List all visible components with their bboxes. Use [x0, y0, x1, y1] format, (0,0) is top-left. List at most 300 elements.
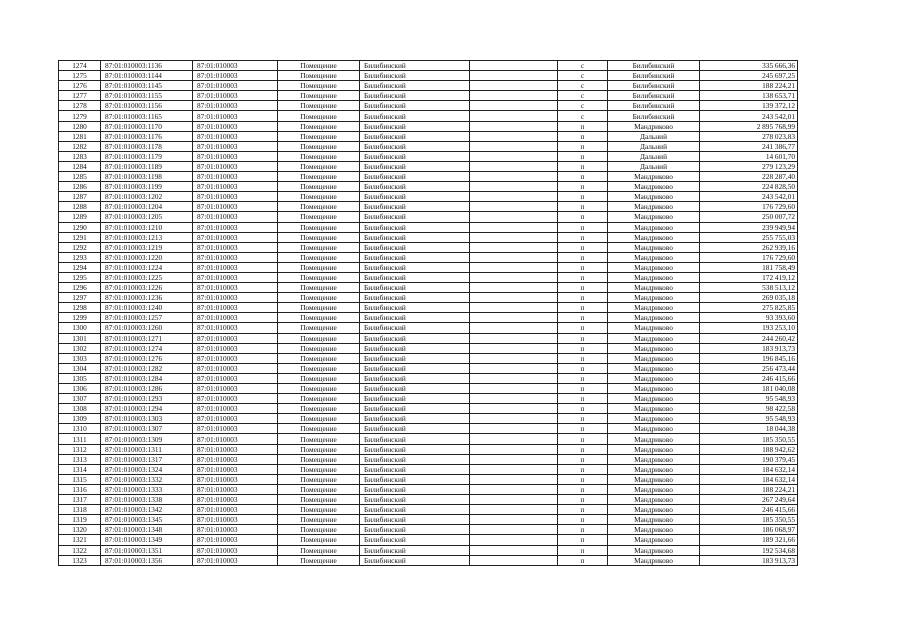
settlement-cell: Билибинский	[608, 101, 700, 111]
table-row	[59, 252, 798, 262]
settlement-type-cell: п	[558, 242, 608, 252]
cadastral-number-cell: 87:01:010003:1176	[101, 131, 193, 141]
row-number-cell: 1287	[59, 192, 101, 202]
settlement-type-cell: п	[558, 121, 608, 131]
object-type-cell: Помещение	[278, 535, 360, 545]
district-cell: Билибинский	[360, 303, 470, 313]
object-type-cell: Помещение	[278, 373, 360, 383]
cadastral-value-cell: 246 415,66	[700, 505, 798, 515]
object-type-cell: Помещение	[278, 182, 360, 192]
cadastral-number-cell: 87:01:010003:1165	[101, 111, 193, 121]
object-type-cell: Помещение	[278, 343, 360, 353]
table-row	[59, 202, 798, 212]
table-row	[59, 444, 798, 454]
table-row	[59, 363, 798, 373]
cadastral-value-cell: 262 939,16	[700, 242, 798, 252]
settlement-type-cell: п	[558, 474, 608, 484]
settlement-type-cell: п	[558, 303, 608, 313]
address-cell	[470, 313, 558, 323]
table-row	[59, 101, 798, 111]
cadastral-number-cell: 87:01:010003:1220	[101, 252, 193, 262]
cadastral-value-cell: 95 548,93	[700, 414, 798, 424]
cadastral-quarter-cell: 87:01:010003	[193, 313, 278, 323]
address-cell	[470, 131, 558, 141]
row-number-cell: 1281	[59, 131, 101, 141]
settlement-type-cell: п	[558, 172, 608, 182]
cadastral-quarter-cell: 87:01:010003	[193, 151, 278, 161]
settlement-cell: Мандриково	[608, 484, 700, 494]
row-number-cell: 1288	[59, 202, 101, 212]
district-cell: Билибинский	[360, 212, 470, 222]
cadastral-value-cell: 193 253,10	[700, 323, 798, 333]
settlement-type-cell: п	[558, 505, 608, 515]
object-type-cell: Помещение	[278, 384, 360, 394]
table-row	[59, 121, 798, 131]
cadastral-value-cell: 269 035,18	[700, 293, 798, 303]
settlement-cell: Мандриково	[608, 535, 700, 545]
settlement-cell: Дальний	[608, 151, 700, 161]
address-cell	[470, 384, 558, 394]
settlement-cell: Мандриково	[608, 232, 700, 242]
cadastral-value-cell: 188 224,21	[700, 81, 798, 91]
address-cell	[470, 121, 558, 131]
cadastral-quarter-cell: 87:01:010003	[193, 424, 278, 434]
row-number-cell: 1286	[59, 182, 101, 192]
cadastral-number-cell: 87:01:010003:1309	[101, 434, 193, 444]
row-number-cell: 1321	[59, 535, 101, 545]
address-cell	[470, 545, 558, 555]
district-cell: Билибинский	[360, 333, 470, 343]
cadastral-quarter-cell: 87:01:010003	[193, 272, 278, 282]
address-cell	[470, 71, 558, 81]
cadastral-quarter-cell: 87:01:010003	[193, 91, 278, 101]
cadastral-number-cell: 87:01:010003:1199	[101, 182, 193, 192]
district-cell: Билибинский	[360, 464, 470, 474]
settlement-type-cell: п	[558, 293, 608, 303]
cadastral-number-cell: 87:01:010003:1333	[101, 484, 193, 494]
address-cell	[470, 242, 558, 252]
settlement-type-cell: п	[558, 182, 608, 192]
district-cell: Билибинский	[360, 454, 470, 464]
cadastral-quarter-cell: 87:01:010003	[193, 484, 278, 494]
settlement-type-cell: п	[558, 232, 608, 242]
table-row	[59, 313, 798, 323]
object-type-cell: Помещение	[278, 71, 360, 81]
district-cell: Билибинский	[360, 272, 470, 282]
cadastral-number-cell: 87:01:010003:1282	[101, 363, 193, 373]
table-row	[59, 232, 798, 242]
cadastral-number-cell: 87:01:010003:1351	[101, 545, 193, 555]
settlement-type-cell: п	[558, 434, 608, 444]
settlement-type-cell: с	[558, 101, 608, 111]
district-cell: Билибинский	[360, 222, 470, 232]
row-number-cell: 1305	[59, 373, 101, 383]
address-cell	[470, 81, 558, 91]
address-cell	[470, 525, 558, 535]
address-cell	[470, 172, 558, 182]
row-number-cell: 1307	[59, 394, 101, 404]
table-row	[59, 525, 798, 535]
object-type-cell: Помещение	[278, 192, 360, 202]
settlement-cell: Мандриково	[608, 414, 700, 424]
cadastral-number-cell: 87:01:010003:1307	[101, 424, 193, 434]
settlement-cell: Мандриково	[608, 192, 700, 202]
settlement-type-cell: п	[558, 384, 608, 394]
settlement-cell: Мандриково	[608, 272, 700, 282]
object-type-cell: Помещение	[278, 434, 360, 444]
cadastral-quarter-cell: 87:01:010003	[193, 202, 278, 212]
object-type-cell: Помещение	[278, 505, 360, 515]
settlement-cell: Мандриково	[608, 505, 700, 515]
settlement-type-cell: п	[558, 454, 608, 464]
cadastral-quarter-cell: 87:01:010003	[193, 404, 278, 414]
row-number-cell: 1289	[59, 212, 101, 222]
object-type-cell: Помещение	[278, 212, 360, 222]
district-cell: Билибинский	[360, 515, 470, 525]
address-cell	[470, 91, 558, 101]
cadastral-value-cell: 18 044,38	[700, 424, 798, 434]
district-cell: Билибинский	[360, 61, 470, 71]
object-type-cell: Помещение	[278, 444, 360, 454]
object-type-cell: Помещение	[278, 545, 360, 555]
settlement-cell: Билибинский	[608, 61, 700, 71]
object-type-cell: Помещение	[278, 202, 360, 212]
address-cell	[470, 515, 558, 525]
cadastral-value-cell: 176 729,60	[700, 202, 798, 212]
settlement-cell: Мандриково	[608, 121, 700, 131]
row-number-cell: 1285	[59, 172, 101, 182]
row-number-cell: 1299	[59, 313, 101, 323]
settlement-cell: Мандриково	[608, 333, 700, 343]
settlement-cell: Дальний	[608, 161, 700, 171]
settlement-type-cell: п	[558, 495, 608, 505]
settlement-cell: Билибинский	[608, 91, 700, 101]
district-cell: Билибинский	[360, 363, 470, 373]
object-type-cell: Помещение	[278, 495, 360, 505]
row-number-cell: 1309	[59, 414, 101, 424]
cadastral-number-cell: 87:01:010003:1202	[101, 192, 193, 202]
settlement-type-cell: с	[558, 111, 608, 121]
row-number-cell: 1311	[59, 434, 101, 444]
table-row	[59, 333, 798, 343]
cadastral-value-cell: 228 287,40	[700, 172, 798, 182]
row-number-cell: 1315	[59, 474, 101, 484]
table-row	[59, 464, 798, 474]
row-number-cell: 1302	[59, 343, 101, 353]
cadastral-quarter-cell: 87:01:010003	[193, 192, 278, 202]
cadastral-quarter-cell: 87:01:010003	[193, 182, 278, 192]
address-cell	[470, 434, 558, 444]
cadastral-value-cell: 2 895 768,99	[700, 121, 798, 131]
settlement-type-cell: п	[558, 323, 608, 333]
cadastral-number-cell: 87:01:010003:1179	[101, 151, 193, 161]
district-cell: Билибинский	[360, 131, 470, 141]
row-number-cell: 1275	[59, 71, 101, 81]
cadastral-value-cell: 176 729,60	[700, 252, 798, 262]
row-number-cell: 1316	[59, 484, 101, 494]
row-number-cell: 1297	[59, 293, 101, 303]
cadastral-number-cell: 87:01:010003:1260	[101, 323, 193, 333]
table-row	[59, 353, 798, 363]
cadastral-quarter-cell: 87:01:010003	[193, 333, 278, 343]
object-type-cell: Помещение	[278, 555, 360, 565]
district-cell: Билибинский	[360, 373, 470, 383]
row-number-cell: 1295	[59, 272, 101, 282]
table-row	[59, 283, 798, 293]
cadastral-number-cell: 87:01:010003:1210	[101, 222, 193, 232]
cadastral-value-cell: 184 632,14	[700, 464, 798, 474]
object-type-cell: Помещение	[278, 131, 360, 141]
row-number-cell: 1290	[59, 222, 101, 232]
cadastral-value-cell: 93 393,60	[700, 313, 798, 323]
table-row	[59, 81, 798, 91]
cadastral-quarter-cell: 87:01:010003	[193, 555, 278, 565]
table-row	[59, 495, 798, 505]
cadastral-quarter-cell: 87:01:010003	[193, 212, 278, 222]
settlement-type-cell: п	[558, 151, 608, 161]
settlement-type-cell: п	[558, 484, 608, 494]
row-number-cell: 1314	[59, 464, 101, 474]
cadastral-number-cell: 87:01:010003:1240	[101, 303, 193, 313]
settlement-cell: Мандриково	[608, 373, 700, 383]
cadastral-value-cell: 185 350,55	[700, 434, 798, 444]
cadastral-number-cell: 87:01:010003:1144	[101, 71, 193, 81]
address-cell	[470, 444, 558, 454]
settlement-type-cell: п	[558, 414, 608, 424]
cadastral-value-cell: 183 913,73	[700, 343, 798, 353]
object-type-cell: Помещение	[278, 293, 360, 303]
cadastral-value-cell: 278 023,83	[700, 131, 798, 141]
row-number-cell: 1303	[59, 353, 101, 363]
cadastral-number-cell: 87:01:010003:1226	[101, 283, 193, 293]
settlement-cell: Мандриково	[608, 394, 700, 404]
object-type-cell: Помещение	[278, 303, 360, 313]
settlement-cell: Мандриково	[608, 212, 700, 222]
object-type-cell: Помещение	[278, 333, 360, 343]
row-number-cell: 1280	[59, 121, 101, 131]
table-row	[59, 424, 798, 434]
object-type-cell: Помещение	[278, 272, 360, 282]
cadastral-value-cell: 138 653,71	[700, 91, 798, 101]
table-row	[59, 343, 798, 353]
district-cell: Билибинский	[360, 474, 470, 484]
cadastral-number-cell: 87:01:010003:1293	[101, 394, 193, 404]
address-cell	[470, 151, 558, 161]
cadastral-quarter-cell: 87:01:010003	[193, 121, 278, 131]
object-type-cell: Помещение	[278, 262, 360, 272]
settlement-type-cell: п	[558, 363, 608, 373]
settlement-cell: Мандриково	[608, 444, 700, 454]
address-cell	[470, 323, 558, 333]
object-type-cell: Помещение	[278, 525, 360, 535]
cadastral-number-cell: 87:01:010003:1349	[101, 535, 193, 545]
object-type-cell: Помещение	[278, 121, 360, 131]
table-row	[59, 71, 798, 81]
address-cell	[470, 353, 558, 363]
address-cell	[470, 252, 558, 262]
district-cell: Билибинский	[360, 384, 470, 394]
district-cell: Билибинский	[360, 141, 470, 151]
settlement-cell: Мандриково	[608, 363, 700, 373]
object-type-cell: Помещение	[278, 484, 360, 494]
address-cell	[470, 495, 558, 505]
cadastral-value-cell: 192 534,68	[700, 545, 798, 555]
settlement-type-cell: п	[558, 424, 608, 434]
cadastral-value-cell: 335 666,36	[700, 61, 798, 71]
table-row	[59, 474, 798, 484]
cadastral-number-cell: 87:01:010003:1294	[101, 404, 193, 414]
cadastral-number-cell: 87:01:010003:1324	[101, 464, 193, 474]
cadastral-value-cell: 183 913,73	[700, 555, 798, 565]
object-type-cell: Помещение	[278, 222, 360, 232]
table-row	[59, 373, 798, 383]
district-cell: Билибинский	[360, 182, 470, 192]
object-type-cell: Помещение	[278, 283, 360, 293]
cadastral-number-cell: 87:01:010003:1342	[101, 505, 193, 515]
table-row	[59, 404, 798, 414]
cadastral-value-cell: 243 542,01	[700, 192, 798, 202]
table-row	[59, 262, 798, 272]
table-row	[59, 505, 798, 515]
district-cell: Билибинский	[360, 414, 470, 424]
cadastral-quarter-cell: 87:01:010003	[193, 505, 278, 515]
cadastral-value-cell: 190 379,45	[700, 454, 798, 464]
row-number-cell: 1310	[59, 424, 101, 434]
cadastral-quarter-cell: 87:01:010003	[193, 384, 278, 394]
address-cell	[470, 202, 558, 212]
district-cell: Билибинский	[360, 353, 470, 363]
cadastral-quarter-cell: 87:01:010003	[193, 252, 278, 262]
cadastral-number-cell: 87:01:010003:1225	[101, 272, 193, 282]
row-number-cell: 1306	[59, 384, 101, 394]
settlement-cell: Мандриково	[608, 242, 700, 252]
district-cell: Билибинский	[360, 535, 470, 545]
settlement-cell: Дальний	[608, 141, 700, 151]
cadastral-value-cell: 98 422,58	[700, 404, 798, 414]
district-cell: Билибинский	[360, 343, 470, 353]
cadastral-value-cell: 241 386,77	[700, 141, 798, 151]
settlement-type-cell: п	[558, 404, 608, 414]
object-type-cell: Помещение	[278, 353, 360, 363]
cadastral-quarter-cell: 87:01:010003	[193, 131, 278, 141]
district-cell: Билибинский	[360, 283, 470, 293]
cadastral-quarter-cell: 87:01:010003	[193, 323, 278, 333]
object-type-cell: Помещение	[278, 464, 360, 474]
address-cell	[470, 535, 558, 545]
settlement-type-cell: п	[558, 141, 608, 151]
district-cell: Билибинский	[360, 262, 470, 272]
cadastral-quarter-cell: 87:01:010003	[193, 454, 278, 464]
cadastral-value-cell: 244 260,42	[700, 333, 798, 343]
settlement-cell: Мандриково	[608, 293, 700, 303]
table-row	[59, 182, 798, 192]
object-type-cell: Помещение	[278, 474, 360, 484]
district-cell: Билибинский	[360, 202, 470, 212]
object-type-cell: Помещение	[278, 454, 360, 464]
table-row	[59, 272, 798, 282]
district-cell: Билибинский	[360, 172, 470, 182]
row-number-cell: 1291	[59, 232, 101, 242]
address-cell	[470, 111, 558, 121]
settlement-cell: Мандриково	[608, 515, 700, 525]
cadastral-quarter-cell: 87:01:010003	[193, 535, 278, 545]
settlement-cell: Мандриково	[608, 262, 700, 272]
object-type-cell: Помещение	[278, 232, 360, 242]
settlement-type-cell: п	[558, 464, 608, 474]
object-type-cell: Помещение	[278, 252, 360, 262]
address-cell	[470, 555, 558, 565]
settlement-cell: Дальний	[608, 131, 700, 141]
settlement-type-cell: п	[558, 394, 608, 404]
cadastral-quarter-cell: 87:01:010003	[193, 525, 278, 535]
cadastral-number-cell: 87:01:010003:1136	[101, 61, 193, 71]
settlement-cell: Билибинский	[608, 81, 700, 91]
cadastral-number-cell: 87:01:010003:1257	[101, 313, 193, 323]
cadastral-value-cell: 224 828,50	[700, 182, 798, 192]
cadastral-quarter-cell: 87:01:010003	[193, 293, 278, 303]
address-cell	[470, 414, 558, 424]
cadastral-quarter-cell: 87:01:010003	[193, 414, 278, 424]
settlement-type-cell: п	[558, 333, 608, 343]
table-row	[59, 293, 798, 303]
cadastral-quarter-cell: 87:01:010003	[193, 444, 278, 454]
cadastral-quarter-cell: 87:01:010003	[193, 283, 278, 293]
address-cell	[470, 293, 558, 303]
cadastral-value-cell: 95 548,93	[700, 394, 798, 404]
cadastral-value-cell: 184 632,14	[700, 474, 798, 484]
row-number-cell: 1298	[59, 303, 101, 313]
cadastral-number-cell: 87:01:010003:1213	[101, 232, 193, 242]
address-cell	[470, 394, 558, 404]
address-cell	[470, 505, 558, 515]
settlement-cell: Мандриково	[608, 525, 700, 535]
cadastral-quarter-cell: 87:01:010003	[193, 434, 278, 444]
cadastral-value-cell: 267 249,64	[700, 495, 798, 505]
address-cell	[470, 222, 558, 232]
settlement-type-cell: п	[558, 343, 608, 353]
row-number-cell: 1293	[59, 252, 101, 262]
cadastral-value-cell: 538 513,12	[700, 283, 798, 293]
settlement-cell: Мандриково	[608, 424, 700, 434]
cadastral-quarter-cell: 87:01:010003	[193, 262, 278, 272]
settlement-cell: Мандриково	[608, 252, 700, 262]
table-row	[59, 434, 798, 444]
cadastral-number-cell: 87:01:010003:1317	[101, 454, 193, 464]
settlement-type-cell: п	[558, 515, 608, 525]
district-cell: Билибинский	[360, 161, 470, 171]
row-number-cell: 1317	[59, 495, 101, 505]
row-number-cell: 1320	[59, 525, 101, 535]
table-row	[59, 484, 798, 494]
row-number-cell: 1279	[59, 111, 101, 121]
district-cell: Билибинский	[360, 151, 470, 161]
table-row	[59, 172, 798, 182]
table-row	[59, 111, 798, 121]
table-row	[59, 454, 798, 464]
row-number-cell: 1278	[59, 101, 101, 111]
cadastral-value-cell: 14 601,70	[700, 151, 798, 161]
district-cell: Билибинский	[360, 424, 470, 434]
object-type-cell: Помещение	[278, 394, 360, 404]
address-cell	[470, 61, 558, 71]
cadastral-value-cell: 172 419,12	[700, 272, 798, 282]
address-cell	[470, 262, 558, 272]
cadastral-number-cell: 87:01:010003:1286	[101, 384, 193, 394]
cadastral-number-cell: 87:01:010003:1204	[101, 202, 193, 212]
settlement-cell: Мандриково	[608, 353, 700, 363]
table-row	[59, 323, 798, 333]
settlement-type-cell: п	[558, 192, 608, 202]
